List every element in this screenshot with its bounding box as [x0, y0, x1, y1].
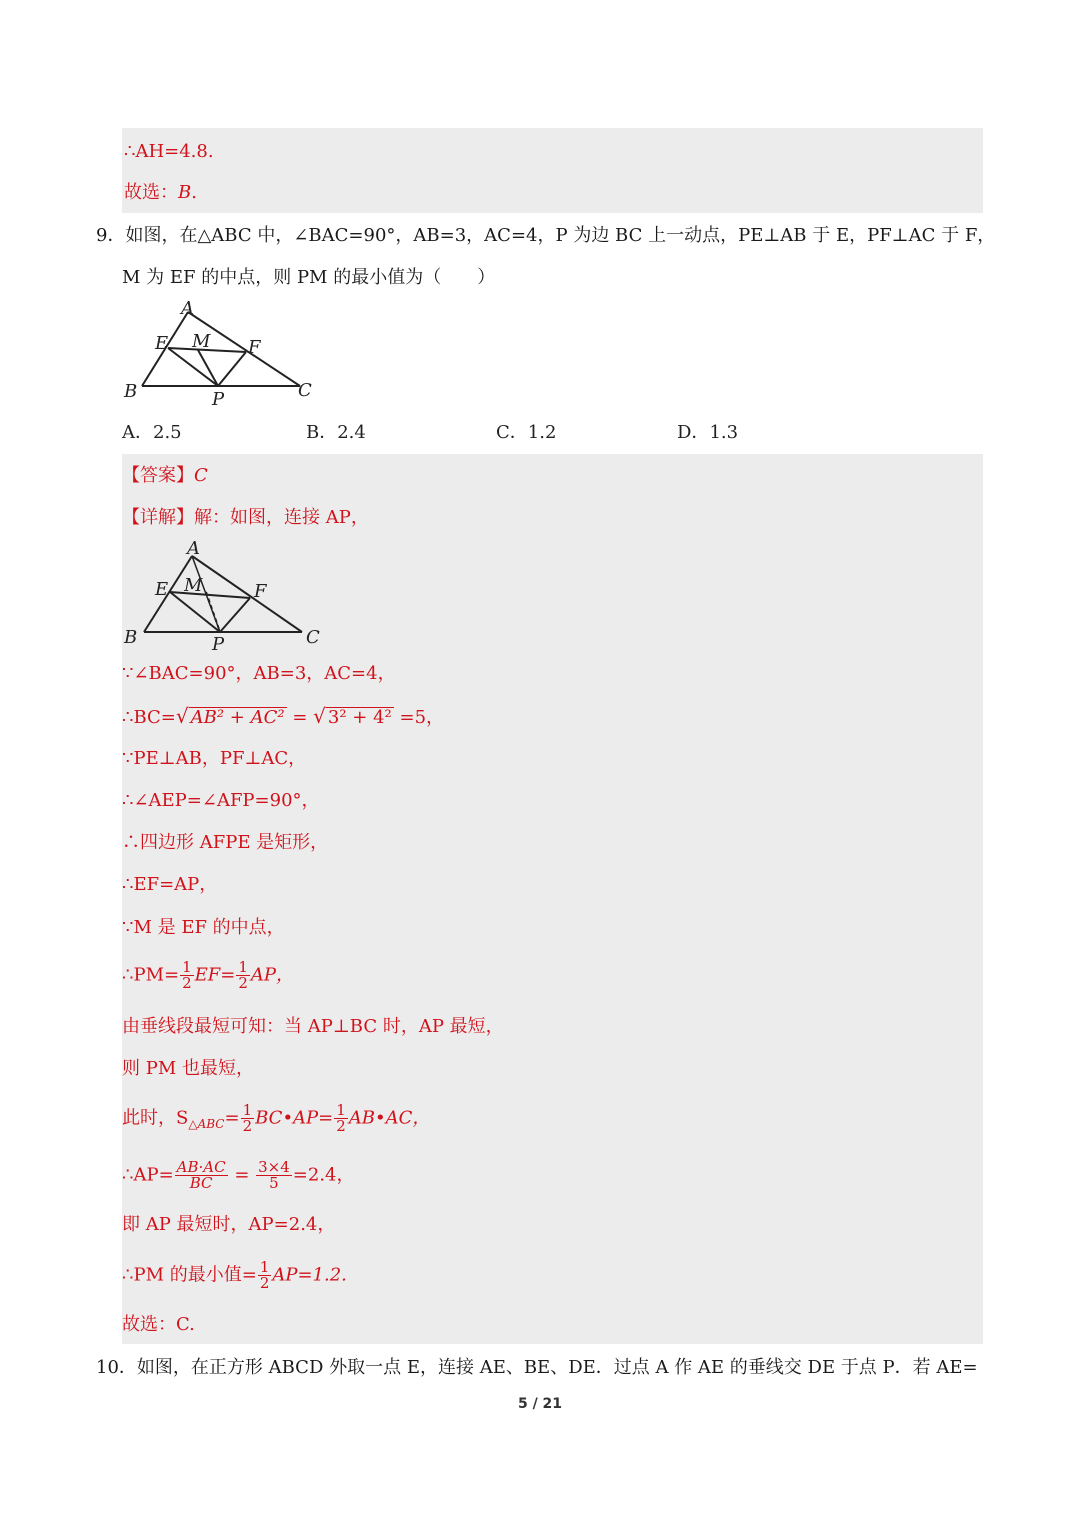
solution-choice-line [124, 181, 197, 205]
fraction-numerator: 1 [238, 958, 248, 976]
bc-radicand-2: 3² + 4² [327, 707, 392, 728]
solution-figure [118, 534, 328, 652]
equals-sign: = [292, 707, 314, 728]
fraction-ap-values [256, 1160, 292, 1191]
figure-label-m: M [192, 331, 211, 352]
solution-step: ∵PE⊥AB，PF⊥AC， [122, 748, 307, 769]
figure-label-f: F [248, 337, 261, 358]
fraction-numerator: 1 [182, 958, 192, 976]
fraction-denominator: 2 [242, 1117, 253, 1135]
ap-suffix: =2.4， [292, 1164, 355, 1186]
solution-step-area [122, 1103, 430, 1136]
option-a-value: 2.5 [153, 422, 182, 443]
solution-step: 则 PM 也最短， [122, 1058, 254, 1079]
option-b-label: B． [306, 422, 338, 443]
area-subscript: △ABC [188, 1117, 225, 1132]
answer-line [122, 464, 208, 488]
solution-step: ∴四边形 AFPE 是矩形， [122, 832, 329, 853]
option-c-value: 1.2 [527, 422, 557, 443]
area-prefix: 此时，S [122, 1107, 189, 1129]
fraction-numerator: AB·AC [176, 1158, 226, 1176]
solution-figure-label-a: A [187, 538, 200, 559]
option-b-value: 2.4 [337, 422, 366, 443]
fraction-numerator: 1 [336, 1101, 346, 1119]
fraction-half [241, 1103, 255, 1134]
detail-tag: 【详解】 [122, 507, 194, 528]
option-b [306, 421, 366, 445]
radical-icon: √ [313, 704, 326, 728]
fraction-denominator: 2 [182, 974, 192, 992]
question-9-text-line1: 9．如图，在△ABC 中，∠BAC=90°，AB=3，AC=4，P 为边 BC 上一动点，PE⊥AB 于 E，PF⊥AC 于 F， [96, 225, 996, 246]
solution-line: ∴AH=4.8. [124, 141, 214, 162]
option-a [122, 421, 182, 445]
solution-choice-line: 故选：C. [122, 1314, 195, 1335]
page-number: 5 / 21 [517, 1396, 563, 1412]
solution-step-pm [122, 960, 294, 991]
fraction-denominator: 2 [336, 1117, 346, 1135]
fraction-numerator: 3×4 [258, 1158, 290, 1176]
bc-suffix: =5， [399, 707, 445, 728]
option-a-label: A． [122, 422, 153, 443]
figure-label-c: C [298, 380, 312, 401]
pm-mid-2: AP， [250, 964, 295, 986]
question-10-text-line1: 10．如图，在正方形 ABCD 外取一点 E，连接 AE、BE、DE．过点 A 作 AE 的垂线交 DE 于点 P．若 AE= [96, 1357, 978, 1378]
final-suffix: AP=1.2. [272, 1264, 347, 1286]
fraction-ap-formula [175, 1160, 228, 1191]
option-d-value: 1.3 [709, 422, 739, 443]
radical-icon: √ [175, 704, 189, 728]
solution-step: ∴∠AEP=∠AFP=90°， [122, 790, 320, 811]
solution-step: ∵∠BAC=90°，AB=3，AC=4， [122, 663, 396, 684]
detail-intro: 解：如图，连接 AP， [194, 507, 369, 528]
solution-step-bc [122, 704, 444, 730]
solution-figure-label-p: P [212, 634, 225, 652]
figure-label-e: E [155, 333, 169, 354]
area-mid: BC•AP= [255, 1107, 334, 1129]
pm-prefix: ∴PM= [122, 964, 180, 986]
fraction-denominator: 2 [238, 974, 248, 992]
figure-label-a: A [181, 298, 194, 319]
area-end: AB•AC， [348, 1107, 431, 1129]
question-9-figure [118, 298, 328, 410]
fraction-denominator: BC [189, 1174, 213, 1192]
fraction-half [236, 960, 250, 991]
fraction-half [334, 1103, 348, 1134]
solution-step: 即 AP 最短时，AP=2.4， [122, 1214, 336, 1235]
detail-intro-line [122, 506, 369, 530]
choice-prefix: 故选： [124, 182, 178, 203]
fraction-numerator: 1 [242, 1101, 253, 1119]
solution-step-final [122, 1260, 347, 1291]
solution-step: ∵M 是 EF 的中点， [122, 917, 285, 938]
ap-prefix: ∴AP= [122, 1164, 174, 1186]
figure-label-b: B [124, 381, 138, 402]
solution-figure-label-m: M [184, 575, 203, 596]
final-prefix: ∴PM 的最小值= [122, 1264, 257, 1286]
solution-figure-label-c: C [306, 627, 320, 648]
pm-mid-1: EF= [194, 964, 236, 986]
solution-figure-label-e: E [155, 579, 169, 600]
solution-step: ∴EF=AP， [122, 874, 218, 895]
choice-suffix: . [191, 182, 197, 203]
fraction-half [180, 960, 194, 991]
question-9-text-line2: M 为 EF 的中点，则 PM 的最小值为（ ） [122, 267, 496, 288]
choice-answer: B [178, 182, 192, 203]
fraction-numerator: 1 [259, 1258, 270, 1276]
answer-value: C [194, 465, 208, 486]
option-c-label: C． [496, 422, 528, 443]
fraction-half [258, 1260, 272, 1291]
solution-step-ap [122, 1160, 355, 1191]
previous-solution-panel [122, 128, 983, 213]
answer-tag: 【答案】 [122, 465, 194, 486]
figure-label-p: P [212, 389, 225, 410]
solution-step: 由垂线段最短可知：当 AP⊥BC 时，AP 最短， [122, 1016, 504, 1037]
fraction-denominator: 5 [269, 1174, 279, 1192]
option-c [496, 421, 556, 445]
bc-prefix: ∴BC= [122, 707, 176, 728]
solution-figure-label-f: F [254, 581, 267, 602]
fraction-denominator: 2 [259, 1274, 270, 1292]
equals-sign: = [228, 1164, 256, 1186]
option-d [677, 421, 738, 445]
option-d-label: D． [677, 422, 710, 443]
area-eq: = [224, 1107, 240, 1129]
solution-figure-label-b: B [124, 627, 138, 648]
bc-radicand-1: AB² + AC² [190, 707, 285, 728]
